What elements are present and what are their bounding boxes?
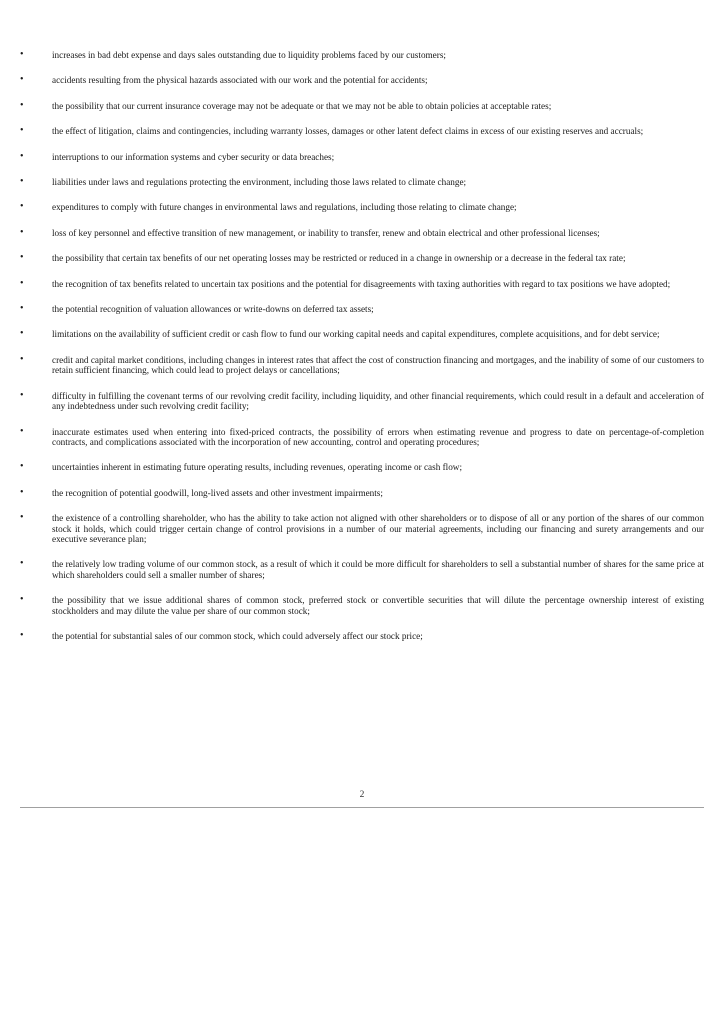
list-item-text: the potential recognition of valuation allowances or write-downs on deferred tax assets; <box>52 304 374 315</box>
list-item-text: expenditures to comply with future changes in environmental laws and regulations, including those relating to climate change; <box>52 202 517 213</box>
bullet-icon: • <box>20 226 24 238</box>
list-item-text: uncertainties inherent in estimating future operating results, including revenues, operating income or cash flow; <box>52 462 462 473</box>
list-item <box>20 101 704 111</box>
list-item-text: loss of key personnel and effective transition of new management, or inability to transfer, renew and obtain electrical and other professional licenses; <box>52 227 600 238</box>
bullet-icon: • <box>20 176 24 188</box>
list-item-text: the possibility that we issue additional shares of common stock, preferred stock or convertible securities that will dilute the percentage ownership interest of existing stockholders and may dilute the value per share of our common stock; <box>52 595 704 616</box>
list-item <box>20 202 704 212</box>
list-item <box>20 488 704 498</box>
list-item-text: difficulty in fulfilling the covenant terms of our revolving credit facility, including liquidity, and other financial requirements, which could result in a default and acceleration of any indebtedness under such revolving credit facility; <box>52 390 704 412</box>
bullet-icon: • <box>20 125 24 137</box>
list-item-text: inaccurate estimates used when entering into fixed-priced contracts, the possibility of errors when estimating revenue and progress to date on percentage-of-completion contracts, and complications associated with the incorporation of new accounting, control and operating procedures; <box>52 426 704 447</box>
list-item <box>20 391 704 412</box>
list-item <box>20 228 704 238</box>
list-item-text: interruptions to our information systems and cyber security or data breaches; <box>52 151 335 162</box>
bullet-icon: • <box>20 252 24 264</box>
list-item-text: the possibility that certain tax benefits of our net operating losses may be restricted or reduced in a change in ownership or a decrease in the federal tax rate; <box>52 253 626 264</box>
bullet-icon: • <box>20 389 24 401</box>
list-item-text: the recognition of potential goodwill, long-lived assets and other investment impairments; <box>52 487 383 498</box>
bullet-icon: • <box>20 461 24 473</box>
bullet-icon: • <box>20 150 24 162</box>
bullet-icon: • <box>20 49 24 60</box>
list-item <box>20 152 704 162</box>
list-item <box>20 177 704 187</box>
list-item <box>20 559 704 580</box>
bullet-icon: • <box>20 303 24 315</box>
list-item-text: accidents resulting from the physical hazards associated with our work and the potential for accidents; <box>52 75 428 86</box>
list-item-text: the possibility that our current insurance coverage may not be adequate or that we may not be able to obtain policies at acceptable rates; <box>52 100 552 111</box>
list-item-text: increases in bad debt expense and days sales outstanding due to liquidity problems faced by our customers; <box>52 50 446 60</box>
list-item-text: the potential for substantial sales of our common stock, which could adversely affect our stock price; <box>52 630 423 641</box>
list-item-text: the existence of a controlling shareholder, who has the ability to take action not aligned with other shareholders or to dispose of all or any portion of the shares of our common stock it holds, which could trigger certain change of control provisions in a number of our material agreements, including our financing and surety arrangements and our executive severance plan; <box>52 513 704 544</box>
list-item <box>20 631 704 641</box>
list-item-text: the effect of litigation, claims and contingencies, including warranty losses, damages or other latent defect claims in excess of our existing reserves and accruals; <box>52 126 644 137</box>
list-item <box>20 329 704 339</box>
bullet-icon: • <box>20 629 24 641</box>
list-item-text: the relatively low trading volume of our common stock, as a result of which it could be more difficult for shareholders to sell a substantial number of shares for the same price at which shareholders could sell a smaller number of shares; <box>52 559 704 580</box>
list-item <box>20 279 704 289</box>
bullet-icon: • <box>20 486 24 498</box>
list-item <box>20 50 704 60</box>
list-item-text: liabilities under laws and regulations protecting the environment, including those laws related to climate change; <box>52 177 467 188</box>
page-divider <box>20 807 704 808</box>
list-item <box>20 462 704 472</box>
bullet-icon: • <box>20 328 24 340</box>
list-item <box>20 355 704 376</box>
bullet-icon: • <box>20 99 24 111</box>
list-item-text: credit and capital market conditions, including changes in interest rates that affect the cost of construction financing and mortgages, and the inability of some of our customers to retain sufficient financing, which could lead to project delays or cancellations; <box>52 354 704 376</box>
bullet-icon: • <box>20 277 24 289</box>
list-item-text: limitations on the availability of sufficient credit or cash flow to fund our working capital needs and capital expenditures, complete acquisitions, and for debt service; <box>52 329 660 340</box>
list-item <box>20 595 704 616</box>
bullet-icon: • <box>20 74 24 86</box>
list-item <box>20 304 704 314</box>
list-item-text: the recognition of tax benefits related to uncertain tax positions and the potential for disagreements with taxing authorities with regard to tax positions we have adopted; <box>52 278 671 289</box>
bullet-icon: • <box>20 558 24 570</box>
bullet-icon: • <box>20 512 24 524</box>
bullet-icon: • <box>20 594 24 606</box>
list-item <box>20 126 704 136</box>
risk-factor-list <box>20 50 704 656</box>
bullet-icon: • <box>20 425 24 437</box>
bullet-icon: • <box>20 353 24 365</box>
list-item <box>20 253 704 263</box>
list-item <box>20 513 704 544</box>
list-item <box>20 75 704 85</box>
page-number: 2 <box>359 790 365 800</box>
list-item <box>20 427 704 448</box>
bullet-icon: • <box>20 201 24 213</box>
